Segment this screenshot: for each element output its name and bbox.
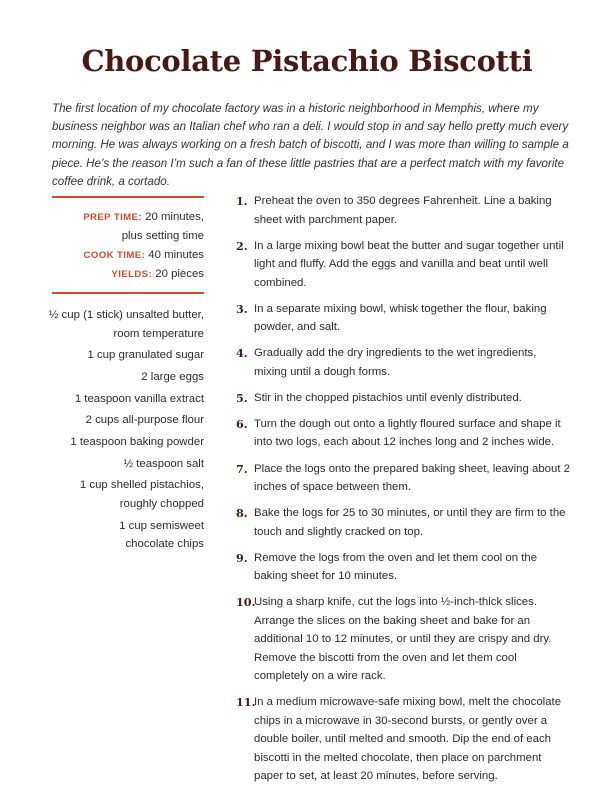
prep-time-extra: plus setting time xyxy=(121,230,204,243)
step-number: 9. xyxy=(236,550,248,565)
ingredient-line: ½ teaspoon salt xyxy=(123,457,204,470)
ingredient-item xyxy=(40,476,204,513)
divider-bottom xyxy=(52,292,204,294)
step-number: 11. xyxy=(236,695,256,710)
recipe-intro: The first location of my chocolate factory was in a historic neighborhood in Memphis, where my business neighbor was an Italian chef who ran a deli. I would stop in and say hello pretty much every morning. He was always working on a fresh batch of biscotti, and I was more than willing to sample a piece. He’s the reason I’m such a fan of these little pastries that are a perfect match with my favorite coffee drink, a cortado. xyxy=(52,102,569,188)
yields-value: 20 pieces xyxy=(155,267,204,280)
yields-label: YIELDS: xyxy=(111,268,153,280)
ingredient-item xyxy=(40,306,204,343)
step-text: In a large mixing bowl beat the butter and sugar together until light and fluffy. Add the eggs and vanilla and beat until well combined. xyxy=(254,239,564,289)
instruction-list xyxy=(236,192,572,794)
ingredient-item xyxy=(40,346,204,365)
ingredient-line: 2 large eggs xyxy=(141,370,204,383)
divider-top xyxy=(52,196,204,198)
ingredient-line: 1 cup shelled pistachios, xyxy=(79,479,204,492)
instruction-step xyxy=(236,300,572,337)
ingredient-line: 2 cups all-purpose flour xyxy=(85,414,204,427)
prep-time-label: PREP TIME: xyxy=(83,212,142,223)
prep-time xyxy=(52,208,204,227)
ingredient-item xyxy=(40,433,204,452)
ingredient-line: 1 teaspoon baking powder xyxy=(70,435,204,448)
ingredient-line: room temperature xyxy=(113,327,204,340)
cook-time xyxy=(52,246,204,265)
step-number: 8. xyxy=(236,506,248,521)
instruction-step xyxy=(236,192,572,229)
instruction-step xyxy=(236,415,572,452)
step-text: Preheat the oven to 350 degrees Fahrenheit. Line a baking sheet with parchment paper. xyxy=(254,195,552,226)
instruction-step xyxy=(236,549,572,586)
yields xyxy=(52,265,204,284)
step-text: Place the logs onto the prepared baking sheet, leaving about 2 inches of space between them. xyxy=(254,462,571,494)
ingredient-line: 1 teaspoon vanilla extract xyxy=(74,392,204,405)
ingredient-line: 1 cup semisweet xyxy=(119,519,204,532)
ingredient-line: 1 cup granulated sugar xyxy=(87,349,204,362)
step-text: Turn the dough out onto a lightly floured surface and shape it into two logs, each about 12 inches long and 2 inches wide. xyxy=(254,417,561,449)
step-text: In a medium microwave-safe mixing bowl, melt the chocolate chips in a microwave in 30-second bursts, or gently over a double boiler, until melted and smooth. Dip the end of each biscotti in the melted chocolate, then place on parchment paper to set, at least 20 minutes, before serving. xyxy=(254,696,562,783)
instruction-step xyxy=(236,693,572,786)
step-text: Gradually add the dry ingredients to the wet ingredients, mixing until a dough forms. xyxy=(254,347,537,378)
step-number: 2. xyxy=(236,238,248,253)
ingredient-item xyxy=(40,368,204,387)
step-number: 6. xyxy=(236,416,248,431)
step-number: 4. xyxy=(236,346,248,361)
ingredient-line: ½ cup (1 stick) unsalted butter, xyxy=(48,309,204,321)
ingredient-item xyxy=(40,517,204,554)
step-text: Bake the logs for 25 to 30 minutes, or until they are firm to the touch and slightly cracked on top. xyxy=(254,507,566,538)
step-number: 10. xyxy=(236,595,256,610)
ingredient-item xyxy=(40,455,204,474)
prep-time-value: 20 minutes, xyxy=(145,211,204,223)
step-text: Using a sharp knife, cut the logs into ½-inch-thick slices. Arrange the slices on the baking sheet and bake for an additional 10 to 12 minutes, or until they are crispy and dry. Remove the biscotti from the oven and let them cool completely on a wire rack. xyxy=(254,596,552,683)
ingredient-item xyxy=(40,411,204,430)
step-number: 1. xyxy=(236,194,248,208)
step-number: 7. xyxy=(236,461,248,476)
cook-time-value: 40 minutes xyxy=(148,248,204,261)
instruction-step xyxy=(236,344,572,381)
step-number: 3. xyxy=(236,301,248,316)
instruction-step xyxy=(236,593,572,686)
instruction-step xyxy=(236,460,572,497)
step-text: Remove the logs from the oven and let them cool on the baking sheet for 10 minutes. xyxy=(254,551,538,583)
ingredient-item xyxy=(40,390,204,409)
cook-time-label: COOK TIME: xyxy=(83,249,146,261)
instruction-step xyxy=(236,504,572,541)
recipe-title: Chocolate Pistachio Biscotti xyxy=(81,44,533,78)
ingredient-line: chocolate chips xyxy=(125,538,204,550)
ingredient-list xyxy=(40,306,204,557)
step-number: 5. xyxy=(236,390,248,405)
instruction-step xyxy=(236,389,572,408)
ingredient-line: roughly chopped xyxy=(119,497,204,510)
step-text: In a separate mixing bowl, whisk together the flour, baking powder, and salt. xyxy=(254,302,547,334)
instruction-step xyxy=(236,237,572,293)
recipe-meta xyxy=(52,208,204,284)
step-text: Stir in the chopped pistachios until evenly distributed. xyxy=(254,391,522,404)
